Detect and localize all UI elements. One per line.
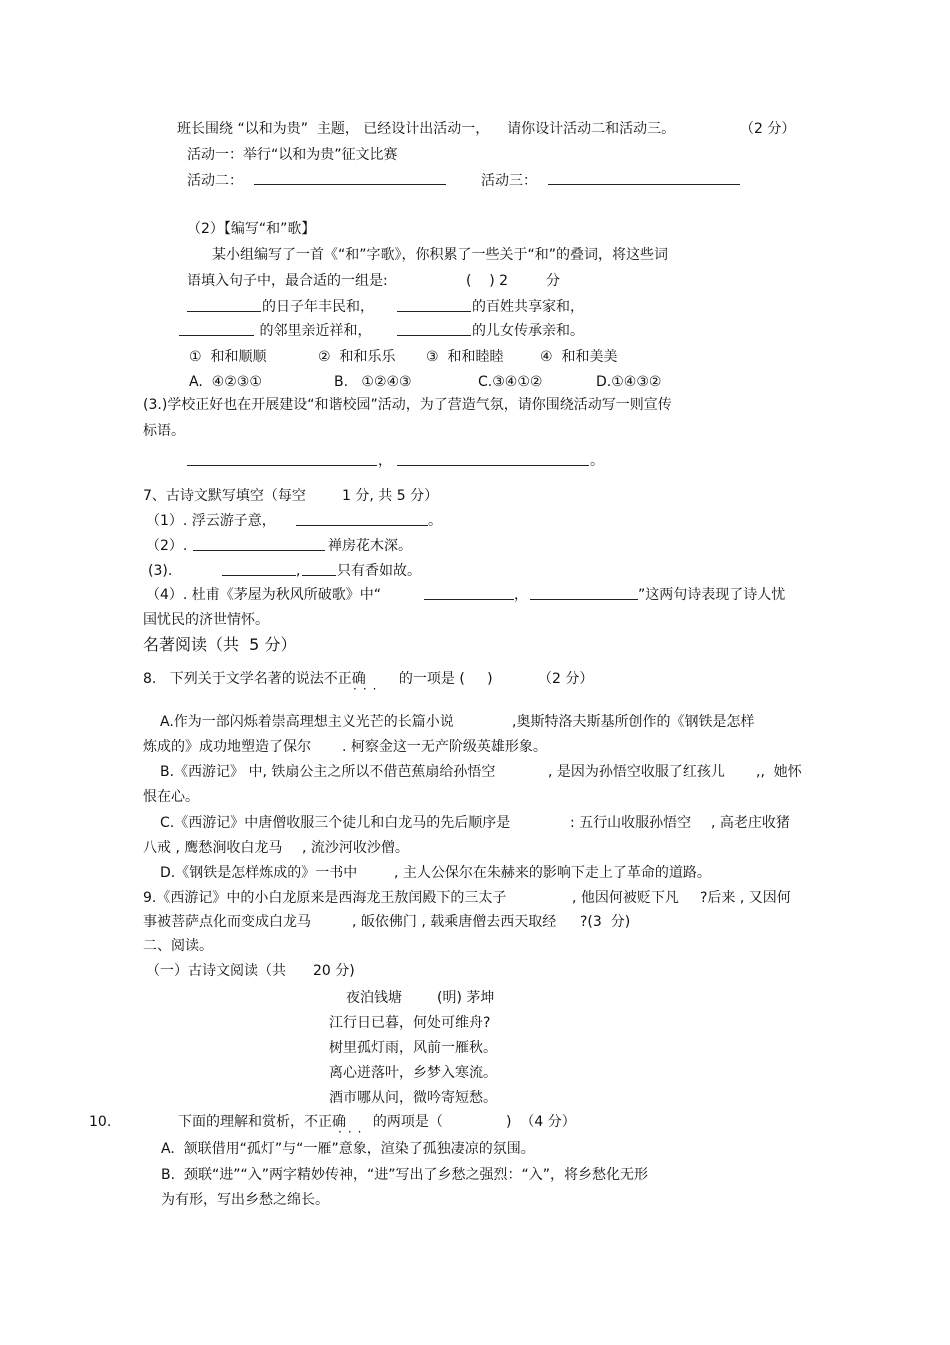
q6-part2-line1: 某小组编写了一首《“和”字歌》，你积累了一些关于“和”的叠词，将这些词 [212,247,669,263]
q7-item1-a: （1）. 浮云游子意， [146,513,276,529]
q7-item3-c: 只有香如故。 [337,563,421,579]
song-blank-4[interactable] [397,321,471,336]
q8-option-c-line2b: , 流沙河收沙僧。 [302,840,409,856]
q7-item3-blank1[interactable] [222,561,296,576]
q7-item1-b: 。 [428,513,442,529]
word-option-4: ④ 和和美美 [540,349,618,365]
q6-line1-score: （2 分） [740,121,796,137]
q7-item3-b: , [296,563,301,579]
q10-option-a: A. 颔联借用“孤灯”与“一雁”意象，渲染了孤独凄凉的氛围。 [161,1141,535,1157]
q6-part2-line2a: 语填入句子中，最合适的一组是: [187,273,388,289]
q9-line2a: 事被菩萨点化而变成白龙马 [143,914,311,930]
q9-line2b: , 皈依佛门 , 载乘唐僧去西天取经 [352,914,557,930]
word-option-2: ② 和和乐乐 [318,349,396,365]
q9-line1b: , 他因何被贬下凡 [572,890,679,906]
q8-option-b-line2: 恨在心。 [143,789,199,805]
q7-item4-blank1[interactable] [424,585,514,600]
choice-b[interactable]: B. ①②④③ [334,374,412,390]
poem-title: 夜泊钱塘 [346,990,402,1006]
q8-stem-b: 的一项是 ( ) [390,671,493,687]
q8-option-a-line2a: 炼成的》成功地塑造了保尔 [143,739,311,755]
poem-line: 江行日已暮，何处可维舟? [329,1015,491,1031]
q7-item4-d: 国忧民的济世情怀。 [143,612,269,628]
q6-part2-line2b: ( ) 2 [466,273,509,289]
q8-option-c-line1c: , 高老庄收猪 [711,815,790,831]
slogan-end: 。 [590,453,604,469]
q7-item3-blank2[interactable] [302,561,336,576]
q10-stem-c: ) （4 分） [506,1114,576,1130]
q8-option-b-line1a: B.《西游记》 中, 铁扇公主之所以不借芭蕉扇给孙悟空 [160,764,496,780]
q8-option-c-line1a: C.《西游记》中唐僧收服三个徒儿和白龙马的先后顺序是 [160,815,511,831]
q10-number: 10. [89,1114,112,1130]
word-option-3: ③ 和和睦睦 [426,349,504,365]
song-blank-3[interactable] [179,321,254,336]
q7-item4-a: （4）. 杜甫《茅屋为秋风所破歌》中“ [146,587,382,603]
poem-line: 树里孤灯雨，风前一雁秋。 [329,1040,497,1056]
activity-two-label: 活动二： [187,173,243,189]
q8-option-c-line1b: : 五行山收服孙悟空 [570,815,692,831]
q10-option-b-line1: B. 颈联“进”“入”两字精妙传神，“进”写出了乡愁之强烈：“入”，将乡愁化无形 [161,1167,648,1183]
song-line-1a: 的日子年丰民和， [262,299,374,315]
q9-line1c: ?后来 , 又因何 [700,890,791,906]
slogan-comma: ， [378,453,392,469]
activity-three-blank[interactable] [548,170,740,185]
q8-option-a-line2b: . 柯察金这一无产阶级英雄形象。 [342,739,547,755]
q8-option-d-a: D.《钢铁是怎样炼成的》一书中 [160,865,358,881]
part-two-title: 二、阅读。 [143,938,213,954]
poem-line: 离心迸落叶，乡梦入寒流。 [329,1065,497,1081]
q7-item1-blank[interactable] [296,511,428,526]
poem-section-title-b: 20 分) [313,963,355,979]
poem-author: (明) 茅坤 [437,990,495,1006]
activity-three-label: 活动三： [481,173,537,189]
q6-part3-line2: 标语。 [143,423,185,439]
q8-option-d-b: , 主人公保尔在朱赫来的影响下走上了革命的道路。 [394,865,711,881]
q10-stem-b: 的两项是（ [364,1114,443,1130]
song-blank-1[interactable] [187,297,261,312]
q6-line1 [177,120,675,138]
activity-one: 活动一：举行“以和为贵”征文比赛 [187,147,398,163]
q9-line2c: ?(3 分) [580,914,631,930]
song-line-2b: 的儿女传承亲和。 [472,323,584,339]
q9-line1a: 9.《西游记》中的小白龙原来是西海龙王敖闰殿下的三太子 [143,890,507,906]
choice-c[interactable]: C.③④①② [478,374,543,390]
q10-option-b-line2: 为有形，写出乡愁之绵长。 [161,1192,329,1208]
activity-two-blank[interactable] [254,170,446,185]
q8-option-b-line1c: ,, 她怀 [756,764,802,780]
q7-item2-blank[interactable] [193,536,325,551]
emphasis-dots: ··· [338,1125,368,1139]
word-option-1: ① 和和顺顺 [189,349,267,365]
q7-item4-b: ， [514,587,528,603]
q8-option-b-line1b: , 是因为孙悟空收服了红孩儿 [548,764,725,780]
reading-section-title: 名著阅读（共 5 分） [143,635,297,654]
slogan-blank-2[interactable] [397,451,589,466]
song-line-1b: 的百姓共享家和， [472,299,584,315]
q6-part2-title: （2）【编写“和”歌】 [187,221,316,237]
q7-title-b: 1 分, 共 5 分） [342,488,439,504]
q6-part2-line2c: 分 [546,273,560,289]
q8-stem-a: 8. 下列关于文学名著的说法不正确 [143,671,366,687]
q7-title-a: 7、古诗文默写填空（每空 [143,488,306,504]
q7-item4-blank2[interactable] [530,585,638,600]
q8-option-c-line2a: 八戒 , 鹰愁涧收白龙马 [143,840,283,856]
q7-item2-b: 禅房花木深。 [328,538,412,554]
poem-line: 酒市哪从问，微吟寄短愁。 [329,1090,497,1106]
q10-stem-a: 下面的理解和赏析，不正确 [178,1114,346,1130]
emphasis-dots: ··· [353,682,383,696]
q7-item3-a: (3). [148,563,173,579]
choice-d[interactable]: D.①④③② [596,374,662,390]
q8-option-a-line1a: A.作为一部闪烁着崇高理想主义光芒的长篇小说 [160,714,454,730]
poem-section-title-a: （一）古诗文阅读（共 [146,963,286,979]
song-blank-2[interactable] [397,297,471,312]
q7-item4-c: ”这两句诗表现了诗人忧 [638,587,786,603]
q8-option-a-line1b: ,奥斯特洛夫斯基所创作的《钢铁是怎样 [512,714,755,730]
choice-a[interactable]: A. ④②③① [189,374,262,390]
slogan-blank-1[interactable] [187,451,377,466]
song-line-2a: 的邻里亲近祥和， [255,323,372,339]
q6-part3-line1: (3.)学校正好也在开展建设“和谐校园”活动，为了营造气氛，请你围绕活动写一则宣传 [143,397,672,413]
q7-item2-a: （2）. [146,538,188,554]
q6-line1-text: 班长围绕 “以和为贵” 主题， 已经设计出活动一， 请你设计活动二和活动三。 [177,121,676,137]
q8-stem-c: （2 分） [538,671,594,687]
